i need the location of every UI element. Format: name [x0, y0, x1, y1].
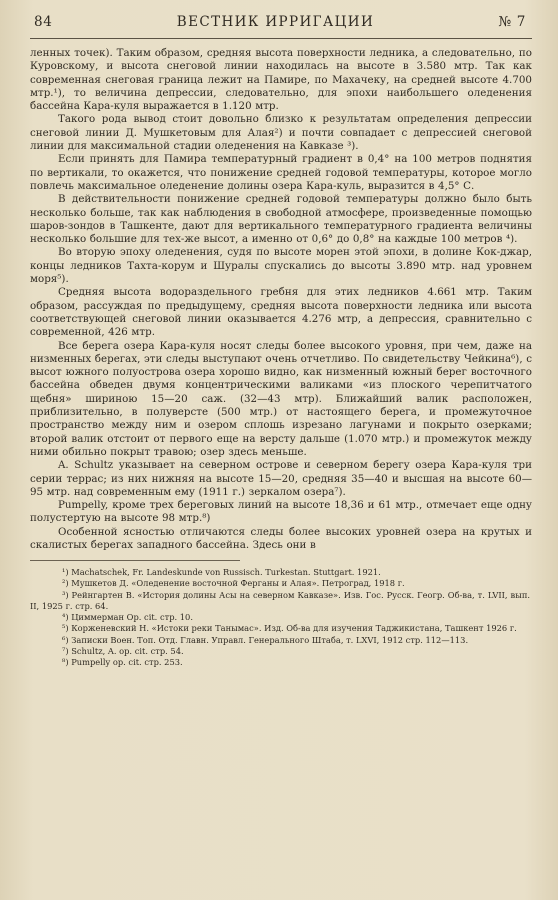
- page-number: 84: [34, 14, 53, 30]
- paragraph: Такого рода вывод стоит довольно близко к результатам определения депрессии снеговой линии Д. Мушкетовым для Алая²) и почти совпадает с депрессией снеговой линии для максимальной стадии оледенения на Кавказе ³).: [30, 113, 532, 153]
- header-rule: [30, 38, 532, 39]
- issue-number: № 7: [498, 14, 526, 30]
- paragraph: Если принять для Памира температурный градиент в 0,4° на 100 метров поднятия по вертикали, то окажется, что понижение средней годовой температуры, которое могло повлечь максимальное оледенение долины озера Кара-куль, выразится в 4,5° С.: [30, 153, 532, 192]
- footnote: ⁴) Циммерман Op. cit. стр. 10.: [62, 612, 193, 623]
- paragraph: Во вторую эпоху оледенения, судя по высоте морен этой эпохи, в долине Кок-джар, концы ледников Тахта-корум и Шуралы спускались до высоты 3.890 мтр. над уровнем моря⁵).: [30, 246, 532, 286]
- footnote: ¹) Machatschek, Fr. Landeskunde von Russisch. Turkestan. Stuttgart. 1921.: [62, 567, 381, 578]
- journal-title: ВЕСТНИК ИРРИГАЦИИ: [176, 14, 375, 30]
- footnote-divider: [30, 560, 240, 565]
- article-body: [30, 47, 532, 552]
- footnote: ⁵) Корженевский Н. «Истоки реки Танымас». Изд. Об-ва для изучения Таджикистана, Ташкент 1926 г.: [62, 623, 517, 634]
- paragraph: Pumpelly, кроме трех береговых линий на высоте 18,36 и 61 мтр., отмечает еще одну полустертую на высоте 98 мтр.⁸): [30, 499, 532, 525]
- footnote: ²) Мушкетов Д. «Оледенение восточной Ферганы и Алая». Петроград, 1918 г.: [62, 578, 405, 589]
- running-header: [30, 14, 532, 38]
- paragraph: Все берега озера Кара-куля носят следы более высокого уровня, при чем, даже на низменных берегах, эти следы выступают очень отчетливо. По свидетельству Чейкина⁶), с высот южного полуострова озера хорошо видно, как низменный южный берег восточного бассейна обведен двумя концентрическими валиками «из плоского черепитчатого щебня» шириною 15—20 саж. (32—43 мтр). Ближайший валик расположен, приблизительно, в полуверсте (500 мтр.) от настоящего берега, и промежуточное пространство между ним и озером сплошь изрезано лагунами и покрыто озерками; второй валик отстоит от первого еще на версту дальше (1.070 мтр.) и промежуток между ними обильно покрыт травою; озер здесь меньше.: [30, 339, 532, 458]
- paragraph: ленных точек). Таким образом, средняя высота поверхности ледника, а следовательно, по Куровскому, и высота снеговой линии находилась на высоте в 3.580 мтр. Так как современная снеговая граница лежит на Памире, по Махачеку, на средней высоте 4.700 мтр.¹), то величина депрессии, следовательно, для эпохи наибольшего оледенения бассейна Кара-куля выражается в 1.120 мтр.: [30, 47, 532, 113]
- footnote: ³) Рейнгартен В. «История долины Асы на северном Кавказе». Изв. Гос. Русск. Геогр. Об-ва, т. LVII, вып. II, 1925 г. стр. 64.: [30, 589, 530, 611]
- paragraph: В действительности понижение средней годовой температуры должно было быть несколько больше, так как наблюдения в свободной атмосфере, произведенные помощью шаров-зондов в Ташкенте, дают для вертикального температурного градиента величины несколько большие для тех-же высот, а именно от 0,6° до 0,8° на каждые 100 метров ⁴).: [30, 193, 532, 246]
- paragraph: Средняя высота водораздельного гребня для этих ледников 4.661 мтр. Таким образом, рассуждая по предыдущему, средняя высота поверхности ледника или высота соответствующей снеговой линии оказывается 4.276 мтр, а депрессия, сравнительно с современной, 426 мтр.: [30, 286, 532, 339]
- paragraph: Особенной ясностью отличаются следы более высоких уровней озера на крутых и скалистых берегах западного бассейна. Здесь они в: [30, 525, 532, 551]
- footnote: ⁷) Schultz, A. op. cit. стр. 54.: [62, 645, 184, 656]
- paragraph: A. Schultz указывает на северном острове и северном берегу озера Кара-куля три серии террас; из них нижняя на высоте 15—20, средняя 35—40 и высшая на высоте 60—95 мтр. над современным ему (1911 г.) зеркалом озера⁷).: [30, 459, 532, 498]
- footnotes: [30, 567, 532, 668]
- footnote: ⁶) Записки Воен. Топ. Отд. Главн. Управл. Генерального Штаба, т. LXVI, 1912 стр. 112—113.: [62, 634, 469, 645]
- footnote: ⁸) Pumpelly op. cit. стр. 253.: [62, 656, 183, 667]
